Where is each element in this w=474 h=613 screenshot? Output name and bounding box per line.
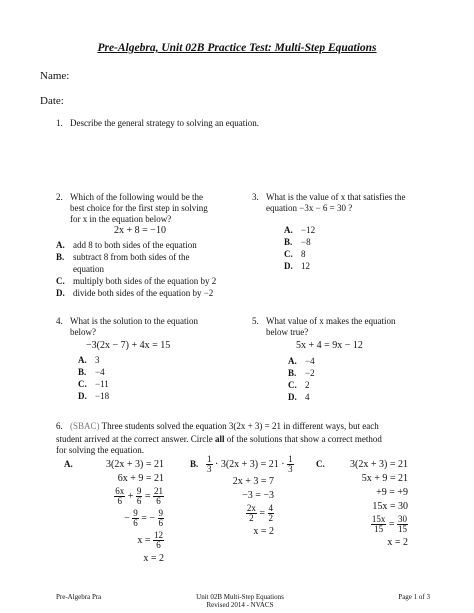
question-3-options <box>284 225 344 273</box>
solution-step: 3(2x + 3) = 21 <box>106 459 164 470</box>
question-6-line: of the solutions that show a correct method <box>224 434 382 444</box>
option-text[interactable]: −8 <box>301 237 311 247</box>
question-3-line: equation −3x − 6 = 30 ? <box>266 203 353 213</box>
footer-center-line: Revised 2014 - NVACS <box>206 601 274 609</box>
question-2-options <box>56 240 256 300</box>
numerator: 30 <box>398 514 407 524</box>
solution-c-letter: C. <box>316 459 325 469</box>
option-text[interactable]: subtract 8 from both sides of the <box>73 252 190 262</box>
solution-step: x = 2 <box>253 526 274 537</box>
denominator: 6 <box>133 518 138 528</box>
solution-step <box>86 531 164 550</box>
denominator: 15 <box>374 524 384 534</box>
solution-step: 5x + 9 = 21 <box>361 473 408 484</box>
numerator: 12 <box>154 530 163 540</box>
numerator: 21 <box>154 486 163 496</box>
question-5-line: What value of x makes the equation <box>266 316 396 326</box>
solution-step: 2x + 3 = 7 <box>232 476 274 487</box>
question-2-equation: 2x + 8 = −10 <box>114 225 166 236</box>
question-4-text <box>70 316 245 338</box>
option-letter: C. <box>284 249 293 259</box>
date-label: Date: <box>40 95 64 107</box>
solution-a-letter: A. <box>64 459 73 469</box>
option-letter: C. <box>78 379 87 389</box>
question-5-options <box>288 356 348 404</box>
option-letter: A. <box>288 356 297 366</box>
solution-b[interactable] <box>206 455 296 537</box>
denominator: 6 <box>156 540 161 550</box>
numerator: 9 <box>136 486 142 496</box>
question-3-line: What is the value of x that satisfies the <box>266 192 406 202</box>
question-1-text: Describe the general strategy to solving an equation. <box>70 118 259 128</box>
question-4-options <box>78 355 138 403</box>
option-text[interactable]: 12 <box>301 261 310 271</box>
question-6-text <box>70 421 450 432</box>
option-text[interactable]: 3 <box>95 355 100 365</box>
option-text[interactable]: −11 <box>95 379 109 389</box>
denominator: 6 <box>158 518 163 528</box>
option-letter: B. <box>288 368 297 378</box>
question-6-text-cont <box>56 434 456 456</box>
option-letter: D. <box>284 261 293 271</box>
option-letter: B. <box>56 252 65 262</box>
option-letter: D. <box>56 288 65 298</box>
x-value: 2 <box>159 553 164 564</box>
question-2-number: 2. <box>56 192 63 202</box>
denominator: 2 <box>268 513 273 523</box>
question-2-line: for x in the equation below? <box>70 214 172 224</box>
option-letter: D. <box>288 392 297 402</box>
solution-c[interactable] <box>332 459 408 548</box>
solution-step: $\frac{1}{3}$ · 3(2x + 3) = 21 · $\frac{1}{3}$ <box>207 454 293 474</box>
option-letter: C. <box>56 276 65 286</box>
question-5-text <box>266 316 446 338</box>
footer-center <box>180 593 300 609</box>
solution-a[interactable] <box>86 459 164 564</box>
denominator: 3 <box>288 464 293 474</box>
question-6-line: for solving the equation. <box>56 445 144 455</box>
denominator: 6 <box>136 496 142 506</box>
option-letter: A. <box>284 225 293 235</box>
numerator: 2x <box>246 503 256 513</box>
x-equals: x = <box>137 534 151 546</box>
footer-right: Page 1 of 3 <box>398 593 430 601</box>
footer-center-line: Unit 02B Multi-Step Equations <box>196 593 284 601</box>
option-letter: D. <box>78 391 87 401</box>
numerator: 1 <box>207 454 212 464</box>
solution-step: 6x + 9 = 21 <box>117 473 164 484</box>
solution-step: − $\frac{9}{6}$ = − $\frac{9}{6}$ <box>124 508 163 528</box>
question-3-text <box>266 192 446 214</box>
option-text[interactable]: divide both sides of the equation by −2 <box>73 288 214 298</box>
question-6-number: 6. <box>56 421 63 431</box>
option-text[interactable]: 8 <box>301 249 306 259</box>
numerator: 4 <box>268 503 273 513</box>
solution-step: $\frac{6x}{6}$ + $\frac{9}{6}$ = $\frac{21}{6}$ <box>115 486 163 506</box>
solution-b-letter: B. <box>190 459 199 469</box>
option-letter: B. <box>284 237 293 247</box>
option-text[interactable]: multiply both sides of the equation by 2 <box>73 276 217 286</box>
question-4-line: What is the solution to the equation <box>70 316 198 326</box>
question-5-number: 5. <box>252 316 259 326</box>
numerator: 9 <box>133 508 138 518</box>
sbac-tag: (SBAC) <box>70 421 100 431</box>
question-2-text <box>70 192 245 225</box>
question-4-equation: −3(2x − 7) + 4x = 15 <box>86 340 171 351</box>
solution-step: −3 = −3 <box>242 490 274 501</box>
option-letter: C. <box>288 380 297 390</box>
numerator: 9 <box>158 508 163 518</box>
option-letter: B. <box>78 367 87 377</box>
question-2-line: Which of the following would be the <box>70 192 203 202</box>
page-title: Pre-Algebra, Unit 02B Practice Test: Multi-Step Equations <box>97 42 377 54</box>
option-text[interactable]: 2 <box>305 380 310 390</box>
question-4-line: below? <box>70 327 96 337</box>
option-text[interactable]: equation <box>73 264 104 274</box>
name-label: Name: <box>40 70 70 82</box>
question-4-number: 4. <box>56 316 63 326</box>
question-3-number: 3. <box>252 192 259 202</box>
question-5-line: below true? <box>266 327 309 337</box>
question-6-line: student arrived at the correct answer. Circle <box>56 434 215 444</box>
option-text[interactable]: 4 <box>305 392 310 402</box>
option-text[interactable]: −18 <box>95 391 110 401</box>
solution-step: $\frac{2x}{2}$ = $\frac{4}{2}$ <box>246 503 273 523</box>
x-equals: x = <box>143 553 157 564</box>
solution-step: 15x = 30 <box>372 501 408 512</box>
option-letter <box>56 264 70 275</box>
numerator: 6x <box>115 486 125 496</box>
option-text[interactable]: −4 <box>95 367 105 377</box>
denominator: 6 <box>156 496 161 506</box>
option-letter: A. <box>78 355 87 365</box>
option-text[interactable]: −12 <box>301 225 316 235</box>
denominator: 3 <box>207 464 212 474</box>
solution-step <box>86 553 164 564</box>
option-text[interactable]: −2 <box>305 368 315 378</box>
solution-step: 3(2x + 3) = 21 <box>350 459 408 470</box>
question-6-line: Three students solved the equation 3(2x + 3) = 21 in different ways, but each <box>101 421 379 431</box>
denominator: 2 <box>249 513 254 523</box>
footer-left: Pre-Algebra Pra <box>56 593 102 601</box>
option-letter: A. <box>56 240 65 250</box>
solution-step: +9 = +9 <box>376 487 408 498</box>
option-text[interactable]: add 8 to both sides of the equation <box>73 240 197 250</box>
solution-step: x = 2 <box>387 537 408 548</box>
solution-step: $\frac{15x}{15}$ = $\frac{30}{15}$ <box>371 514 407 534</box>
numerator: 1 <box>288 454 293 464</box>
question-2-line: best choice for the first step in solving <box>70 203 208 213</box>
numerator: 15x <box>371 514 386 524</box>
question-6-emphasis: all <box>214 434 225 444</box>
denominator: 15 <box>398 524 407 534</box>
question-5-equation: 5x + 4 = 9x − 12 <box>296 340 363 351</box>
option-text[interactable]: −4 <box>305 356 315 366</box>
denominator: 6 <box>117 496 122 506</box>
question-1-number: 1. <box>56 118 63 128</box>
